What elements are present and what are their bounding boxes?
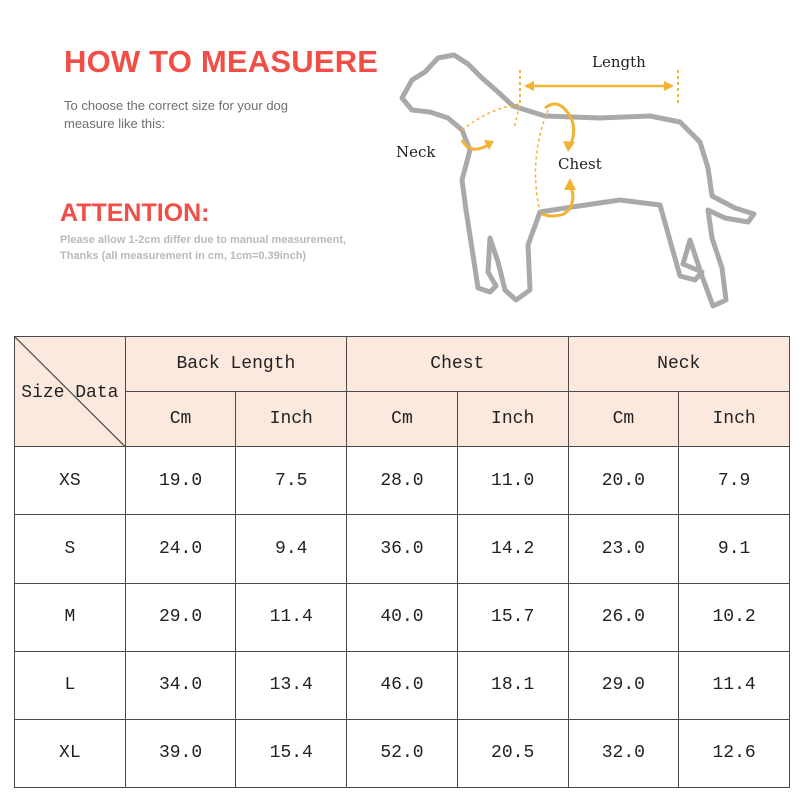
unit-cm-header: Cm: [125, 392, 236, 447]
instructions-line-1: To choose the correct size for your dog: [64, 98, 289, 113]
dog-outline: [402, 55, 754, 306]
measurement-cell: 11.4: [679, 651, 790, 719]
measurement-cell: 34.0: [125, 651, 236, 719]
measurement-cell: 40.0: [347, 583, 458, 651]
neck-header: Neck: [568, 337, 789, 392]
measurement-cell: 20.0: [568, 447, 679, 515]
size-row: [15, 447, 790, 515]
instructions-line-2: measure like this:: [64, 116, 166, 131]
measurement-cell: 29.0: [125, 583, 236, 651]
back-length-header: Back Length: [125, 337, 346, 392]
measurement-cell: 23.0: [568, 515, 679, 583]
how-to-measure-title: HOW TO MEASUERE: [64, 44, 379, 79]
attention-note-line-2: Thanks (all measurement in cm, 1cm=0.39inch): [60, 250, 307, 262]
size-chart-table: [14, 336, 790, 788]
size-cell: XS: [15, 447, 126, 515]
chest-arrowhead-top: [563, 141, 575, 152]
measurement-cell: 20.5: [457, 719, 568, 787]
length-arrowhead-right: [664, 81, 674, 91]
measurement-cell: 15.7: [457, 583, 568, 651]
measurement-cell: 18.1: [457, 651, 568, 719]
unit-header-row: [15, 392, 790, 447]
size-cell: M: [15, 583, 126, 651]
measurement-cell: 15.4: [236, 719, 347, 787]
size-row: [15, 719, 790, 787]
attention-title: ATTENTION:: [60, 199, 210, 227]
measurement-cell: 36.0: [347, 515, 458, 583]
size-cell: S: [15, 515, 126, 583]
chest-arrowhead-bottom: [564, 178, 576, 190]
size-row: [15, 515, 790, 583]
measurement-cell: 52.0: [347, 719, 458, 787]
measurement-cell: 9.1: [679, 515, 790, 583]
measurement-cell: 46.0: [347, 651, 458, 719]
size-row: [15, 651, 790, 719]
unit-inch-header: Inch: [236, 392, 347, 447]
instructions: [64, 97, 364, 133]
chest-guide: [536, 110, 549, 212]
size-data-label: Size Data: [21, 383, 119, 403]
measurement-cell: 39.0: [125, 719, 236, 787]
measurement-cell: 13.4: [236, 651, 347, 719]
measurement-cell: 24.0: [125, 515, 236, 583]
measurement-cell: 32.0: [568, 719, 679, 787]
measurement-cell: 28.0: [347, 447, 458, 515]
unit-inch-header: Inch: [457, 392, 568, 447]
measurement-cell: 10.2: [679, 583, 790, 651]
measurement-cell: 11.0: [457, 447, 568, 515]
measurement-cell: 7.9: [679, 447, 790, 515]
group-header-row: [15, 337, 790, 392]
measurement-cell: 7.5: [236, 447, 347, 515]
length-arrowhead-left: [524, 81, 534, 91]
size-data-corner-cell: [15, 337, 126, 447]
unit-cm-header: Cm: [568, 392, 679, 447]
size-cell: XL: [15, 719, 126, 787]
measurement-cell: 26.0: [568, 583, 679, 651]
chest-arrow-top: [545, 104, 574, 146]
length-label: Length: [592, 53, 646, 71]
chest-header: Chest: [347, 337, 568, 392]
measurement-cell: 19.0: [125, 447, 236, 515]
measurement-cell: 11.4: [236, 583, 347, 651]
attention-note: [60, 232, 346, 264]
dog-measurement-diagram: [390, 40, 770, 332]
measurement-cell: 9.4: [236, 515, 347, 583]
size-cell: L: [15, 651, 126, 719]
attention-note-line-1: Please allow 1-2cm differ due to manual measurement,: [60, 234, 347, 246]
measurement-cell: 14.2: [457, 515, 568, 583]
unit-cm-header: Cm: [347, 392, 458, 447]
measurement-cell: 29.0: [568, 651, 679, 719]
measurement-cell: 12.6: [679, 719, 790, 787]
neck-guide: [462, 104, 520, 130]
neck-label: Neck: [396, 143, 436, 161]
chest-label: Chest: [558, 155, 602, 173]
size-row: [15, 583, 790, 651]
unit-inch-header: Inch: [679, 392, 790, 447]
